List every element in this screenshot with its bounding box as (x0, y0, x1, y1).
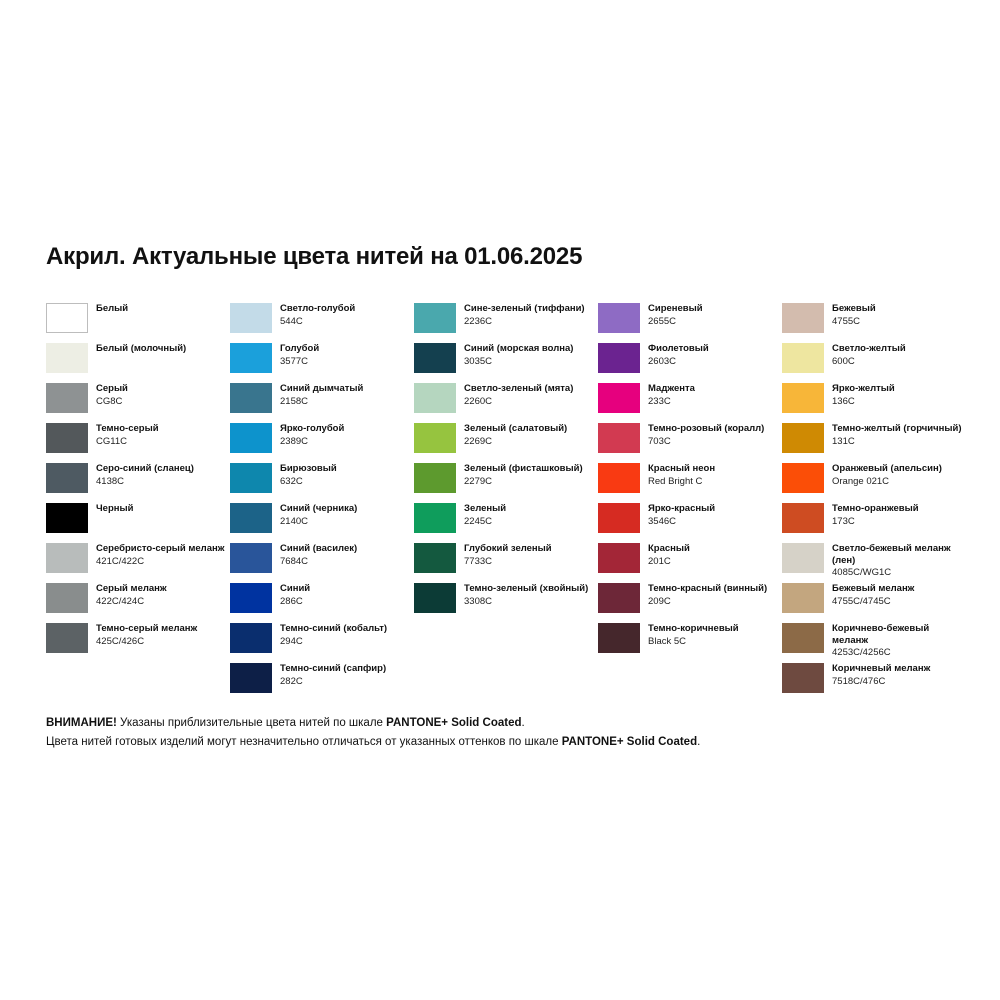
swatch-text (464, 303, 585, 327)
swatch-text (96, 543, 224, 567)
color-swatch[interactable] (782, 663, 824, 693)
swatch-text (280, 383, 363, 407)
swatch-name: Коричнево-бежевый меланж (832, 623, 930, 646)
swatch-text (832, 303, 876, 327)
color-swatch[interactable] (230, 503, 272, 533)
color-swatch[interactable] (782, 343, 824, 373)
swatch-text (648, 503, 715, 527)
swatch-row[interactable] (230, 423, 414, 463)
swatch-row[interactable] (782, 303, 966, 343)
swatch-row[interactable] (598, 383, 782, 423)
swatch-name: Темно-розовый (коралл) (648, 423, 765, 434)
swatch-code: 282C (280, 675, 303, 687)
swatch-text (648, 543, 690, 567)
swatch-row[interactable] (230, 343, 414, 383)
swatch-text (464, 383, 573, 407)
swatch-text (832, 463, 942, 487)
color-swatch[interactable] (230, 343, 272, 373)
swatch-column (230, 303, 414, 703)
notice-line-2-end: . (697, 736, 701, 748)
color-swatch[interactable] (782, 623, 824, 653)
swatch-code: 2269C (464, 435, 492, 447)
swatch-name: Белый (96, 303, 129, 314)
swatch-code: 3035C (464, 355, 492, 367)
swatch-text (648, 463, 715, 487)
swatch-row[interactable] (598, 503, 782, 543)
swatch-name: Сине-зеленый (тиффани) (464, 303, 585, 314)
swatch-row[interactable] (230, 303, 414, 343)
swatch-text (96, 623, 197, 647)
notice-line-2-text: Цвета нитей готовых изделий могут незначительно отличаться от указанных оттенков по шкале (46, 736, 562, 748)
swatch-row[interactable] (414, 423, 598, 463)
swatch-name: Синий (черника) (280, 503, 358, 514)
swatch-code: 136C (832, 395, 855, 407)
swatch-text (280, 623, 387, 647)
color-swatch[interactable] (598, 343, 640, 373)
swatch-code: 209C (648, 595, 671, 607)
swatch-row[interactable] (414, 543, 598, 583)
swatch-row[interactable] (782, 543, 966, 583)
swatch-text (832, 343, 906, 367)
swatch-code: 2260C (464, 395, 492, 407)
color-swatch[interactable] (782, 503, 824, 533)
color-swatch[interactable] (46, 423, 88, 453)
swatch-column (414, 303, 598, 703)
swatch-code: 7518C/476C (832, 675, 886, 687)
swatch-code: 703C (648, 435, 671, 447)
color-swatch[interactable] (230, 543, 272, 573)
swatch-code: 421C/422C (96, 555, 145, 567)
swatch-text (464, 463, 583, 487)
color-swatch[interactable] (46, 383, 88, 413)
swatch-name: Маджента (648, 383, 695, 394)
color-swatch[interactable] (46, 303, 88, 333)
swatch-text (280, 583, 310, 607)
swatch-row[interactable] (414, 583, 598, 623)
swatch-name: Темно-синий (сапфир) (280, 663, 387, 674)
swatch-text (96, 423, 159, 447)
swatch-code: 4253C/4256C (832, 647, 891, 658)
page-title: Акрил. Актуальные цвета нитей на 01.06.2025 (46, 243, 583, 270)
color-swatch[interactable] (598, 423, 640, 453)
swatch-name: Темно-серый меланж (96, 623, 198, 634)
swatch-text (832, 423, 961, 447)
color-swatch[interactable] (598, 463, 640, 493)
swatch-text (832, 663, 930, 687)
swatch-name: Зеленый (фисташковый) (464, 463, 583, 474)
swatch-name: Серо-синий (сланец) (96, 463, 194, 474)
swatch-code: Orange 021C (832, 475, 890, 487)
swatch-name: Красный (648, 543, 690, 554)
color-swatch[interactable] (598, 543, 640, 573)
color-swatch[interactable] (230, 303, 272, 333)
swatch-code: 2603C (648, 355, 676, 367)
swatch-text (648, 303, 703, 327)
swatch-code: 131C (832, 435, 855, 447)
swatch-text (832, 503, 919, 527)
color-swatch[interactable] (46, 583, 88, 613)
swatch-code: 4755C/4745C (832, 595, 891, 607)
swatch-name: Голубой (280, 343, 320, 354)
color-swatch[interactable] (230, 663, 272, 693)
swatch-code: CG11C (96, 435, 127, 447)
swatch-code: 173C (832, 515, 855, 527)
swatch-name: Ярко-голубой (280, 423, 345, 434)
swatch-code: 233C (648, 395, 671, 407)
swatch-name: Сиреневый (648, 303, 703, 314)
swatch-row[interactable] (230, 623, 414, 663)
swatch-text (96, 583, 167, 607)
swatch-text (648, 623, 739, 647)
color-swatch[interactable] (598, 503, 640, 533)
swatch-name: Темно-красный (винный) (648, 583, 768, 594)
swatch-code: 422C/424C (96, 595, 145, 607)
swatch-name: Синий (василек) (280, 543, 358, 554)
swatch-code: 3546C (648, 515, 676, 527)
swatch-row[interactable] (230, 503, 414, 543)
color-swatch[interactable] (782, 463, 824, 493)
color-swatch[interactable] (782, 423, 824, 453)
swatch-code: 4085C/WG1C (832, 567, 892, 578)
swatch-name: Бежевый (832, 303, 876, 314)
color-swatch[interactable] (414, 423, 456, 453)
swatch-name: Темно-синий (кобальт) (280, 623, 388, 634)
swatch-row[interactable] (782, 503, 966, 543)
swatch-code: 2655C (648, 315, 676, 327)
swatch-column (782, 303, 966, 703)
swatch-code: 544C (280, 315, 303, 327)
color-swatch[interactable] (414, 543, 456, 573)
swatch-text (464, 343, 573, 367)
swatch-code: 2140C (280, 515, 308, 527)
swatch-code: 2158C (280, 395, 308, 407)
color-swatch[interactable] (782, 303, 824, 333)
swatch-code: 4755C (832, 315, 860, 327)
swatch-row[interactable] (598, 463, 782, 503)
swatch-row[interactable] (598, 543, 782, 583)
color-swatch[interactable] (782, 383, 824, 413)
swatch-name: Бежевый меланж (832, 583, 915, 594)
swatch-code: 294C (280, 635, 303, 647)
swatch-text (280, 303, 355, 327)
notice-line-1-end: . (521, 717, 525, 729)
swatch-name: Темно-желтый (горчичный) (832, 423, 962, 434)
swatch-row[interactable] (46, 543, 230, 583)
swatch-row[interactable] (46, 303, 230, 343)
swatch-text (280, 463, 337, 487)
color-swatch[interactable] (598, 383, 640, 413)
swatch-row[interactable] (46, 623, 230, 663)
swatch-text (464, 543, 552, 567)
color-swatch[interactable] (230, 583, 272, 613)
swatch-row[interactable] (230, 663, 414, 703)
notice-attention-label: ВНИМАНИЕ! (46, 717, 117, 729)
swatch-name: Коричневый меланж (832, 663, 931, 674)
swatch-code: 2279C (464, 475, 492, 487)
swatch-text (96, 303, 128, 316)
swatch-name: Синий дымчатый (280, 383, 364, 394)
swatch-code: Red Bright C (648, 475, 703, 487)
swatch-code: 632C (280, 475, 303, 487)
swatch-code: 7733C (464, 555, 492, 567)
swatch-name: Ярко-красный (648, 503, 716, 514)
swatch-column (598, 303, 782, 703)
swatch-name: Светло-зеленый (мята) (464, 383, 574, 394)
swatch-row[interactable] (414, 303, 598, 343)
swatch-text (96, 343, 186, 356)
swatch-code: 600C (832, 355, 855, 367)
color-swatch[interactable] (414, 383, 456, 413)
swatch-code: 201C (648, 555, 671, 567)
swatch-name: Темно-серый (96, 423, 159, 434)
swatch-code: 2245C (464, 515, 492, 527)
swatch-text (832, 583, 914, 607)
swatch-text (464, 583, 588, 607)
swatch-name: Серый меланж (96, 583, 167, 594)
swatch-row[interactable] (230, 463, 414, 503)
color-swatch[interactable] (414, 463, 456, 493)
swatch-name: Светло-бежевый меланж (лен) (832, 543, 951, 566)
swatch-name: Серебристо-серый меланж (96, 543, 225, 554)
swatch-text (648, 583, 767, 607)
swatch-text (280, 663, 386, 687)
swatch-name: Красный неон (648, 463, 716, 474)
color-swatch[interactable] (46, 503, 88, 533)
swatch-text (832, 383, 895, 407)
swatch-text (96, 463, 194, 487)
swatch-row[interactable] (46, 343, 230, 383)
color-swatch[interactable] (230, 423, 272, 453)
swatch-text (280, 543, 357, 567)
swatch-row[interactable] (782, 623, 966, 663)
swatch-name: Темно-зеленый (хвойный) (464, 583, 589, 594)
color-swatch[interactable] (230, 623, 272, 653)
swatch-row[interactable] (230, 383, 414, 423)
swatch-row[interactable] (414, 463, 598, 503)
swatch-code: 7684C (280, 555, 308, 567)
color-swatch[interactable] (782, 543, 824, 573)
swatch-row[interactable] (46, 383, 230, 423)
color-swatch[interactable] (46, 463, 88, 493)
swatch-row[interactable] (414, 343, 598, 383)
swatch-row[interactable] (46, 503, 230, 543)
color-swatch[interactable] (46, 343, 88, 373)
swatch-columns (46, 303, 966, 703)
color-swatch[interactable] (230, 383, 272, 413)
swatch-name: Серый (96, 383, 128, 394)
swatch-code: 4138C (96, 475, 124, 487)
swatch-name: Черный (96, 503, 134, 514)
swatch-code: Black 5C (648, 635, 687, 647)
swatch-name: Бирюзовый (280, 463, 337, 474)
swatch-text (464, 423, 567, 447)
color-swatch[interactable] (598, 303, 640, 333)
swatch-name: Темно-оранжевый (832, 503, 919, 514)
swatch-row[interactable] (230, 543, 414, 583)
swatch-row[interactable] (598, 423, 782, 463)
swatch-text (280, 503, 357, 527)
swatch-row[interactable] (782, 423, 966, 463)
swatch-name: Зеленый (464, 503, 507, 514)
swatch-text (648, 423, 764, 447)
color-swatch[interactable] (598, 583, 640, 613)
color-swatch[interactable] (414, 343, 456, 373)
swatch-text (96, 383, 128, 407)
swatch-name: Синий (морская волна) (464, 343, 574, 354)
swatch-row[interactable] (414, 383, 598, 423)
swatch-name: Белый (молочный) (96, 343, 187, 354)
swatch-row[interactable] (598, 303, 782, 343)
swatch-name: Светло-желтый (832, 343, 906, 354)
swatch-row[interactable] (598, 583, 782, 623)
swatch-text (832, 543, 964, 579)
swatch-text (648, 383, 695, 407)
swatch-name: Темно-коричневый (648, 623, 739, 634)
swatch-text (832, 623, 964, 659)
swatch-row[interactable] (414, 503, 598, 543)
swatch-code: 3308C (464, 595, 492, 607)
swatch-name: Светло-голубой (280, 303, 356, 314)
swatch-row[interactable] (46, 423, 230, 463)
notice-pantone-label-2: PANTONE+ Solid Coated (561, 736, 698, 748)
swatch-row[interactable] (46, 583, 230, 623)
swatch-name: Оранжевый (апельсин) (832, 463, 942, 474)
swatch-column (46, 303, 230, 703)
swatch-row[interactable] (782, 343, 966, 383)
color-swatch[interactable] (782, 583, 824, 613)
swatch-row[interactable] (46, 463, 230, 503)
notice-line-1 (46, 714, 700, 733)
swatch-code: 2236C (464, 315, 492, 327)
swatch-text (96, 503, 133, 516)
swatch-row[interactable] (782, 383, 966, 423)
swatch-row[interactable] (598, 343, 782, 383)
swatch-code: 425C/426C (96, 635, 145, 647)
swatch-name: Зеленый (салатовый) (464, 423, 568, 434)
swatch-code: CG8C (96, 395, 123, 407)
color-swatch[interactable] (46, 623, 88, 653)
swatch-text (648, 343, 709, 367)
swatch-code: 3577C (280, 355, 308, 367)
notice-block (46, 714, 700, 752)
swatch-name: Ярко-желтый (832, 383, 895, 394)
swatch-row[interactable] (782, 663, 966, 703)
swatch-text (280, 343, 319, 367)
color-swatch[interactable] (46, 543, 88, 573)
notice-pantone-label-1: PANTONE+ Solid Coated (386, 717, 522, 729)
swatch-name: Фиолетовый (648, 343, 709, 354)
swatch-name: Глубокий зеленый (464, 543, 552, 554)
swatch-text (464, 503, 506, 527)
swatch-row[interactable] (782, 583, 966, 623)
color-swatch[interactable] (414, 583, 456, 613)
swatch-code: 286C (280, 595, 303, 607)
color-swatch[interactable] (230, 463, 272, 493)
color-swatch[interactable] (414, 303, 456, 333)
swatch-text (280, 423, 344, 447)
swatch-name: Синий (280, 583, 311, 594)
color-swatch[interactable] (598, 623, 640, 653)
color-swatch[interactable] (414, 503, 456, 533)
swatch-code: 2389C (280, 435, 308, 447)
swatch-row[interactable] (598, 623, 782, 663)
notice-line-1-text: Указаны приблизительные цвета нитей по шкале (116, 717, 387, 729)
notice-line-2 (46, 733, 700, 752)
swatch-row[interactable] (782, 463, 966, 503)
swatch-row[interactable] (230, 583, 414, 623)
